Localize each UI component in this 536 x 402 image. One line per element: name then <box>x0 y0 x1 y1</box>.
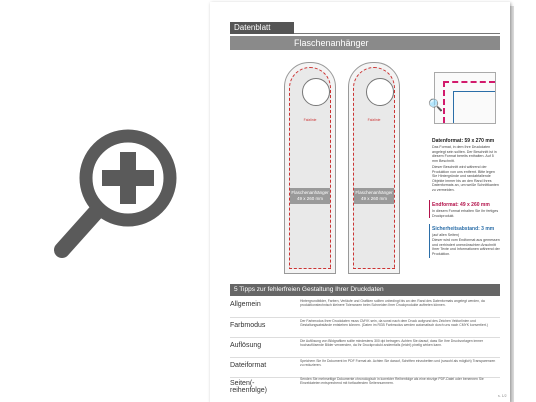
tag-size-text: Flaschenanhänger 49 x 260 mm <box>354 188 394 204</box>
datasheet-page <box>210 2 510 402</box>
endformat-text: In diesem Format erhalten Sie Ihr fertiges Druckprodukt. <box>432 209 499 218</box>
tip-label: Allgemein <box>230 301 261 308</box>
tag-size-text: Flaschenanhänger 49 x 260 mm <box>290 188 330 204</box>
tag-hole <box>366 78 394 106</box>
tips-title: 5 Tipps zur fehlerfreien Gestaltung Ihrer Druckdaten <box>234 286 384 293</box>
tip-text: Der Farbmodus Ihrer Druckdaten muss CMYK sein, da sonst nach dem Druck aufgrund des Zeichen Vektorlinien und Gestaltungsabstände entstehen können. (Daten im RGB Farbmodus werden automatisch durch uns nach CMYK konvertiert.) <box>300 319 488 328</box>
tip-label: Farbmodus <box>230 322 266 329</box>
datenformat-text: Das Format, in dem Ihre Druckdaten angelegt sein sollten. Der Beschnitt ist in diesem Format bereits enthalten. Auf 5 mm Beschnitt. <box>432 145 497 163</box>
tag-preview-right <box>348 62 400 274</box>
endformat-marker <box>429 200 430 218</box>
sicherheit-heading: Sicherheitsabstand: 3 mm <box>432 226 495 232</box>
page-title: Flaschenanhänger <box>294 38 369 48</box>
tag-safe-area <box>289 67 331 269</box>
datenformat-heading: Datenformat: 59 x 270 mm <box>432 138 495 144</box>
tag-hole <box>302 78 330 106</box>
sicherheit-marker <box>429 224 430 258</box>
sicherheit-text: Dieser wird vom Endformat aus gemessen und verhindert unerwünschten Anschnitt Ihrer Texte und Informationen während der Produktion. <box>432 238 500 256</box>
tip-text: Speichern Sie Ihr Dokument im PDF Format ab. Achten Sie darauf, Schriften einzubetten und (sowohl als möglich) Transparenzen zu reduzieren. <box>300 359 496 368</box>
fold-line-label: Falzlinie <box>303 118 317 122</box>
safe-line <box>453 91 495 123</box>
corner-detail <box>434 72 496 124</box>
page-number: s. 1/2 <box>498 394 507 398</box>
tip-label: Seiten(-reihenfolge) <box>230 380 267 394</box>
tag-safe-area <box>353 67 395 269</box>
magnifier-icon[interactable]: 🔍 <box>428 98 443 112</box>
tip-label: Dateiformat <box>230 362 267 369</box>
fold-line-label: Falzlinie <box>367 118 381 122</box>
zoom-in-icon[interactable] <box>50 120 180 270</box>
tag-preview-left <box>284 62 336 274</box>
sicherheit-sub: (auf allen Seiten) <box>432 233 460 237</box>
beschnitt-text: Dieser Beschnitt wird während der Produktion von uns entfernt. Bitte legen Sie Hintergründe und randabfallende Objekte immer bis an den Rand Ihres Datenformats an, um weiße Schnittkanten zu vermeiden. <box>432 165 499 192</box>
tip-label: Auflösung <box>230 342 262 349</box>
tip-text: Senden Sie mehrseitige Dokumente chronologisch in korrekter Reihenfolge als eine einzige PDF-Datei oder benennen Sie Einzeldateien entsprechend mit fortlaufenden Seitennummern. <box>300 377 484 386</box>
tip-text: Die Auflösung von Bildgrafiken sollte mindestens 300 dpi betragen. Achten Sie darauf, dass Sie Ihre Druckvorlagen immer hochauflösende Bilder verwenden, da Ihr Druckprodukt andernfalls (leicht) pixelig wirken kann. <box>300 339 484 348</box>
tip-text: Hintergrundbilder, Farben, Verläufe und Grafiken sollten unbedingt bis an den Rand des Datenformats angelegt werden, da produktionstechnisch kleinere Toleranzen beim Schneiden Ihrer Druckprodukte auftreten können. <box>300 299 485 308</box>
section-tab: Datenblatt <box>230 22 294 34</box>
endformat-heading: Endformat: 49 x 260 mm <box>432 202 490 208</box>
